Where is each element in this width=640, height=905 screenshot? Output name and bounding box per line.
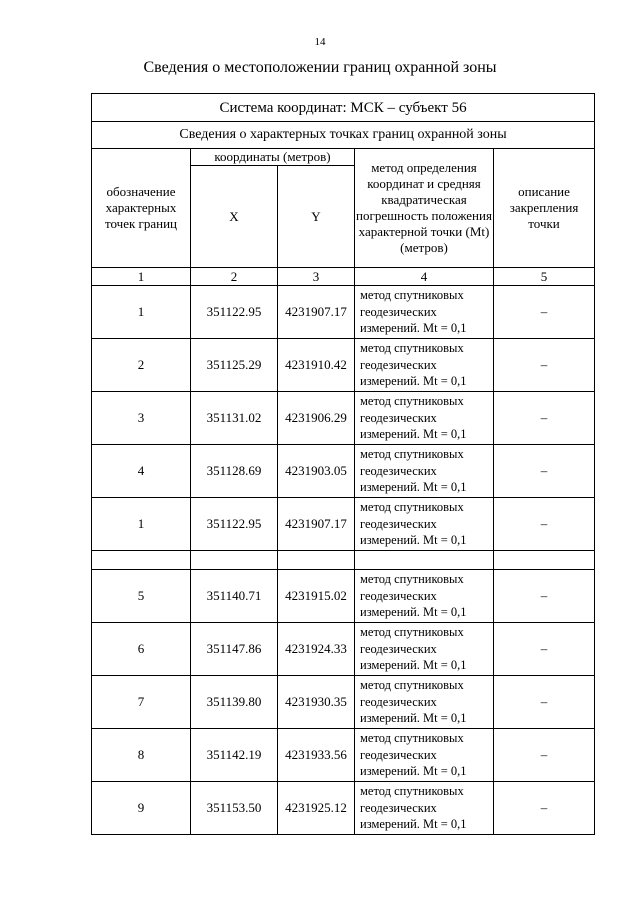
description-cell: – <box>494 623 595 676</box>
column-number: 4 <box>355 268 494 286</box>
table-row <box>92 445 595 498</box>
table-row <box>92 498 595 551</box>
header-designation: обозначение характерных точек границ <box>92 149 191 268</box>
point-id-cell: 9 <box>92 782 191 835</box>
y-coordinate-cell: 4231906.29 <box>278 392 355 445</box>
x-coordinate-cell: 351131.02 <box>191 392 278 445</box>
point-id-cell: 7 <box>92 676 191 729</box>
header-method: метод определения координат и средняя квадратическая погрешность положения характерной точки (Mt) (метров) <box>355 149 494 268</box>
table-row <box>92 286 595 339</box>
x-coordinate-cell: 351122.95 <box>191 498 278 551</box>
method-cell: метод спутниковых геодезических измерений. Mt = 0,1 <box>355 392 494 445</box>
y-coordinate-cell: 4231903.05 <box>278 445 355 498</box>
description-cell: – <box>494 782 595 835</box>
group-separator-row <box>92 551 595 570</box>
document-title: Сведения о местоположении границ охранной зоны <box>143 59 497 76</box>
empty-cell <box>494 551 595 570</box>
method-cell: метод спутниковых геодезических измерений. Mt = 0,1 <box>355 498 494 551</box>
table-row <box>92 676 595 729</box>
description-cell: – <box>494 392 595 445</box>
header-y: Y <box>278 166 355 268</box>
description-cell: – <box>494 498 595 551</box>
method-cell: метод спутниковых геодезических измерений. Mt = 0,1 <box>355 445 494 498</box>
points-section-heading: Сведения о характерных точках границ охранной зоны <box>92 122 595 149</box>
x-coordinate-cell: 351140.71 <box>191 570 278 623</box>
boundary-points-table <box>91 93 595 835</box>
description-cell: – <box>494 339 595 392</box>
method-cell: метод спутниковых геодезических измерений. Mt = 0,1 <box>355 782 494 835</box>
header-x: X <box>191 166 278 268</box>
x-coordinate-cell: 351147.86 <box>191 623 278 676</box>
header-description: описание закрепления точки <box>494 149 595 268</box>
empty-cell <box>355 551 494 570</box>
method-cell: метод спутниковых геодезических измерений. Mt = 0,1 <box>355 623 494 676</box>
method-cell: метод спутниковых геодезических измерений. Mt = 0,1 <box>355 570 494 623</box>
y-coordinate-cell: 4231907.17 <box>278 498 355 551</box>
method-cell: метод спутниковых геодезических измерений. Mt = 0,1 <box>355 339 494 392</box>
table-row <box>92 782 595 835</box>
y-coordinate-cell: 4231925.12 <box>278 782 355 835</box>
method-cell: метод спутниковых геодезических измерений. Mt = 0,1 <box>355 676 494 729</box>
column-numbers-row <box>92 268 595 286</box>
column-number: 5 <box>494 268 595 286</box>
description-cell: – <box>494 445 595 498</box>
method-cell: метод спутниковых геодезических измерений. Mt = 0,1 <box>355 729 494 782</box>
header-coordinates: координаты (метров) <box>191 149 355 166</box>
page-number: 14 <box>314 36 326 48</box>
method-cell: метод спутниковых геодезических измерений. Mt = 0,1 <box>355 286 494 339</box>
point-id-cell: 8 <box>92 729 191 782</box>
x-coordinate-cell: 351153.50 <box>191 782 278 835</box>
point-id-cell: 6 <box>92 623 191 676</box>
x-coordinate-cell: 351128.69 <box>191 445 278 498</box>
y-coordinate-cell: 4231910.42 <box>278 339 355 392</box>
table-row <box>92 623 595 676</box>
description-cell: – <box>494 286 595 339</box>
column-number: 2 <box>191 268 278 286</box>
x-coordinate-cell: 351142.19 <box>191 729 278 782</box>
column-number: 1 <box>92 268 191 286</box>
y-coordinate-cell: 4231915.02 <box>278 570 355 623</box>
point-id-cell: 1 <box>92 498 191 551</box>
table-row <box>92 392 595 445</box>
point-id-cell: 1 <box>92 286 191 339</box>
point-id-cell: 5 <box>92 570 191 623</box>
column-number: 3 <box>278 268 355 286</box>
empty-cell <box>278 551 355 570</box>
description-cell: – <box>494 570 595 623</box>
empty-cell <box>92 551 191 570</box>
y-coordinate-cell: 4231930.35 <box>278 676 355 729</box>
y-coordinate-cell: 4231933.56 <box>278 729 355 782</box>
table-row <box>92 339 595 392</box>
y-coordinate-cell: 4231907.17 <box>278 286 355 339</box>
table-row <box>92 570 595 623</box>
x-coordinate-cell: 351122.95 <box>191 286 278 339</box>
description-cell: – <box>494 676 595 729</box>
point-id-cell: 4 <box>92 445 191 498</box>
x-coordinate-cell: 351125.29 <box>191 339 278 392</box>
point-id-cell: 2 <box>92 339 191 392</box>
empty-cell <box>191 551 278 570</box>
description-cell: – <box>494 729 595 782</box>
y-coordinate-cell: 4231924.33 <box>278 623 355 676</box>
x-coordinate-cell: 351139.80 <box>191 676 278 729</box>
table-row <box>92 729 595 782</box>
coordinate-system-heading: Система координат: МСК – субъект 56 <box>92 94 595 122</box>
point-id-cell: 3 <box>92 392 191 445</box>
